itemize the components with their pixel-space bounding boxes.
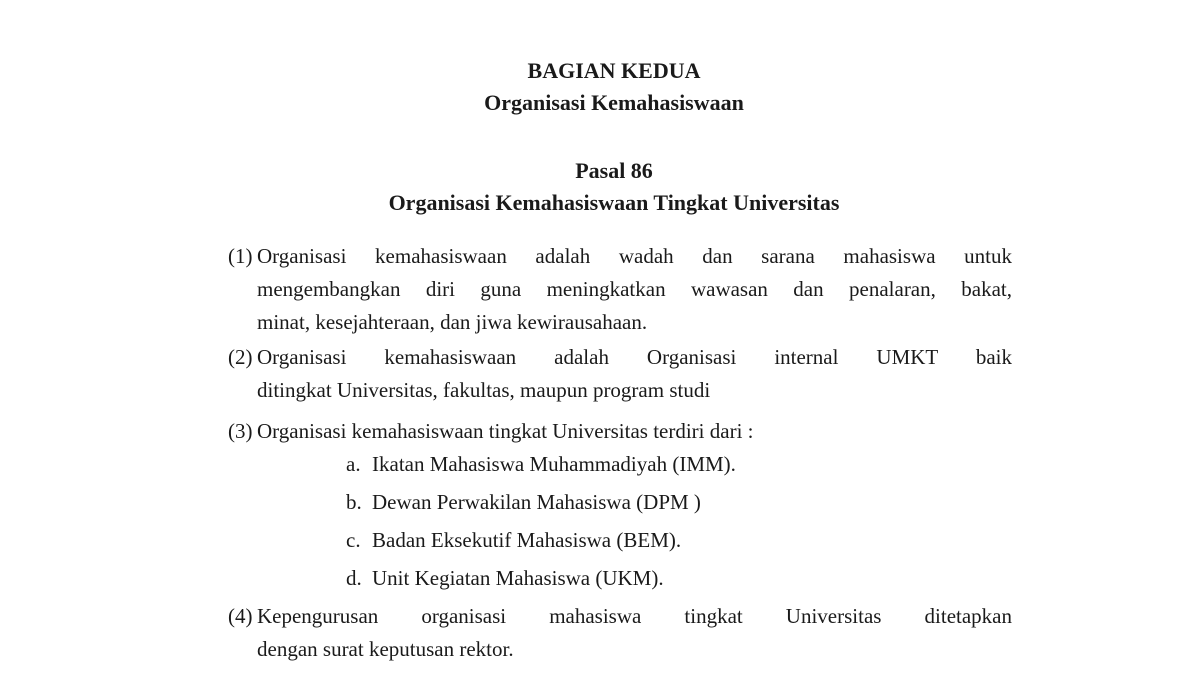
clause-3-line-1: Organisasi kemahasiswaan tingkat Universitas terdiri dari : — [257, 419, 754, 443]
section-title: BAGIAN KEDUA — [527, 58, 701, 83]
clause-1 — [216, 240, 1012, 339]
clause-2-line-1: Organisasi kemahasiswaan adalah Organisasi internal UMKT baik — [257, 345, 1012, 369]
subclause-c-letter: c. — [346, 528, 361, 552]
section-heading — [216, 55, 1012, 119]
clause-list — [216, 240, 1012, 666]
clause-2-number: (2) — [228, 345, 253, 369]
subclause-c — [346, 524, 1012, 557]
clause-1-line-2: mengembangkan diri guna meningkatkan wawasan dan penalaran, bakat, — [257, 277, 1012, 301]
section-subtitle: Organisasi Kemahasiswaan — [484, 90, 744, 115]
clause-1-line-1: Organisasi kemahasiswaan adalah wadah dan sarana mahasiswa untuk — [257, 244, 1012, 268]
clause-1-number: (1) — [228, 244, 253, 268]
subclause-a — [346, 448, 1012, 481]
article-subtitle: Organisasi Kemahasiswaan Tingkat Universitas — [388, 190, 840, 215]
subclause-b — [346, 486, 1012, 519]
subclause-d-text: Unit Kegiatan Mahasiswa (UKM). — [372, 566, 664, 590]
subclause-d-letter: d. — [346, 566, 362, 590]
clause-2-line-2: ditingkat Universitas, fakultas, maupun program studi — [257, 378, 711, 402]
subclause-b-text: Dewan Perwakilan Mahasiswa (DPM ) — [372, 490, 701, 514]
clause-2 — [216, 341, 1012, 407]
clause-3-number: (3) — [228, 419, 253, 443]
subclause-b-letter: b. — [346, 490, 362, 514]
subclause-d — [346, 562, 1012, 595]
clause-4 — [216, 600, 1012, 666]
subclause-c-text: Badan Eksekutif Mahasiswa (BEM). — [372, 528, 682, 552]
document-content — [216, 0, 1012, 666]
article-heading — [216, 155, 1012, 219]
clause-4-line-1: Kepengurusan organisasi mahasiswa tingkat Universitas ditetapkan — [257, 604, 1012, 628]
clause-4-line-2: dengan surat keputusan rektor. — [257, 637, 514, 661]
clause-1-line-3: minat, kesejahteraan, dan jiwa kewirausahaan. — [257, 310, 648, 334]
clause-4-number: (4) — [228, 604, 253, 628]
article-title: Pasal 86 — [575, 158, 653, 183]
subclause-a-letter: a. — [346, 452, 361, 476]
subclause-list — [257, 448, 1012, 595]
clause-3 — [216, 415, 1012, 595]
subclause-a-text: Ikatan Mahasiswa Muhammadiyah (IMM). — [372, 452, 736, 476]
